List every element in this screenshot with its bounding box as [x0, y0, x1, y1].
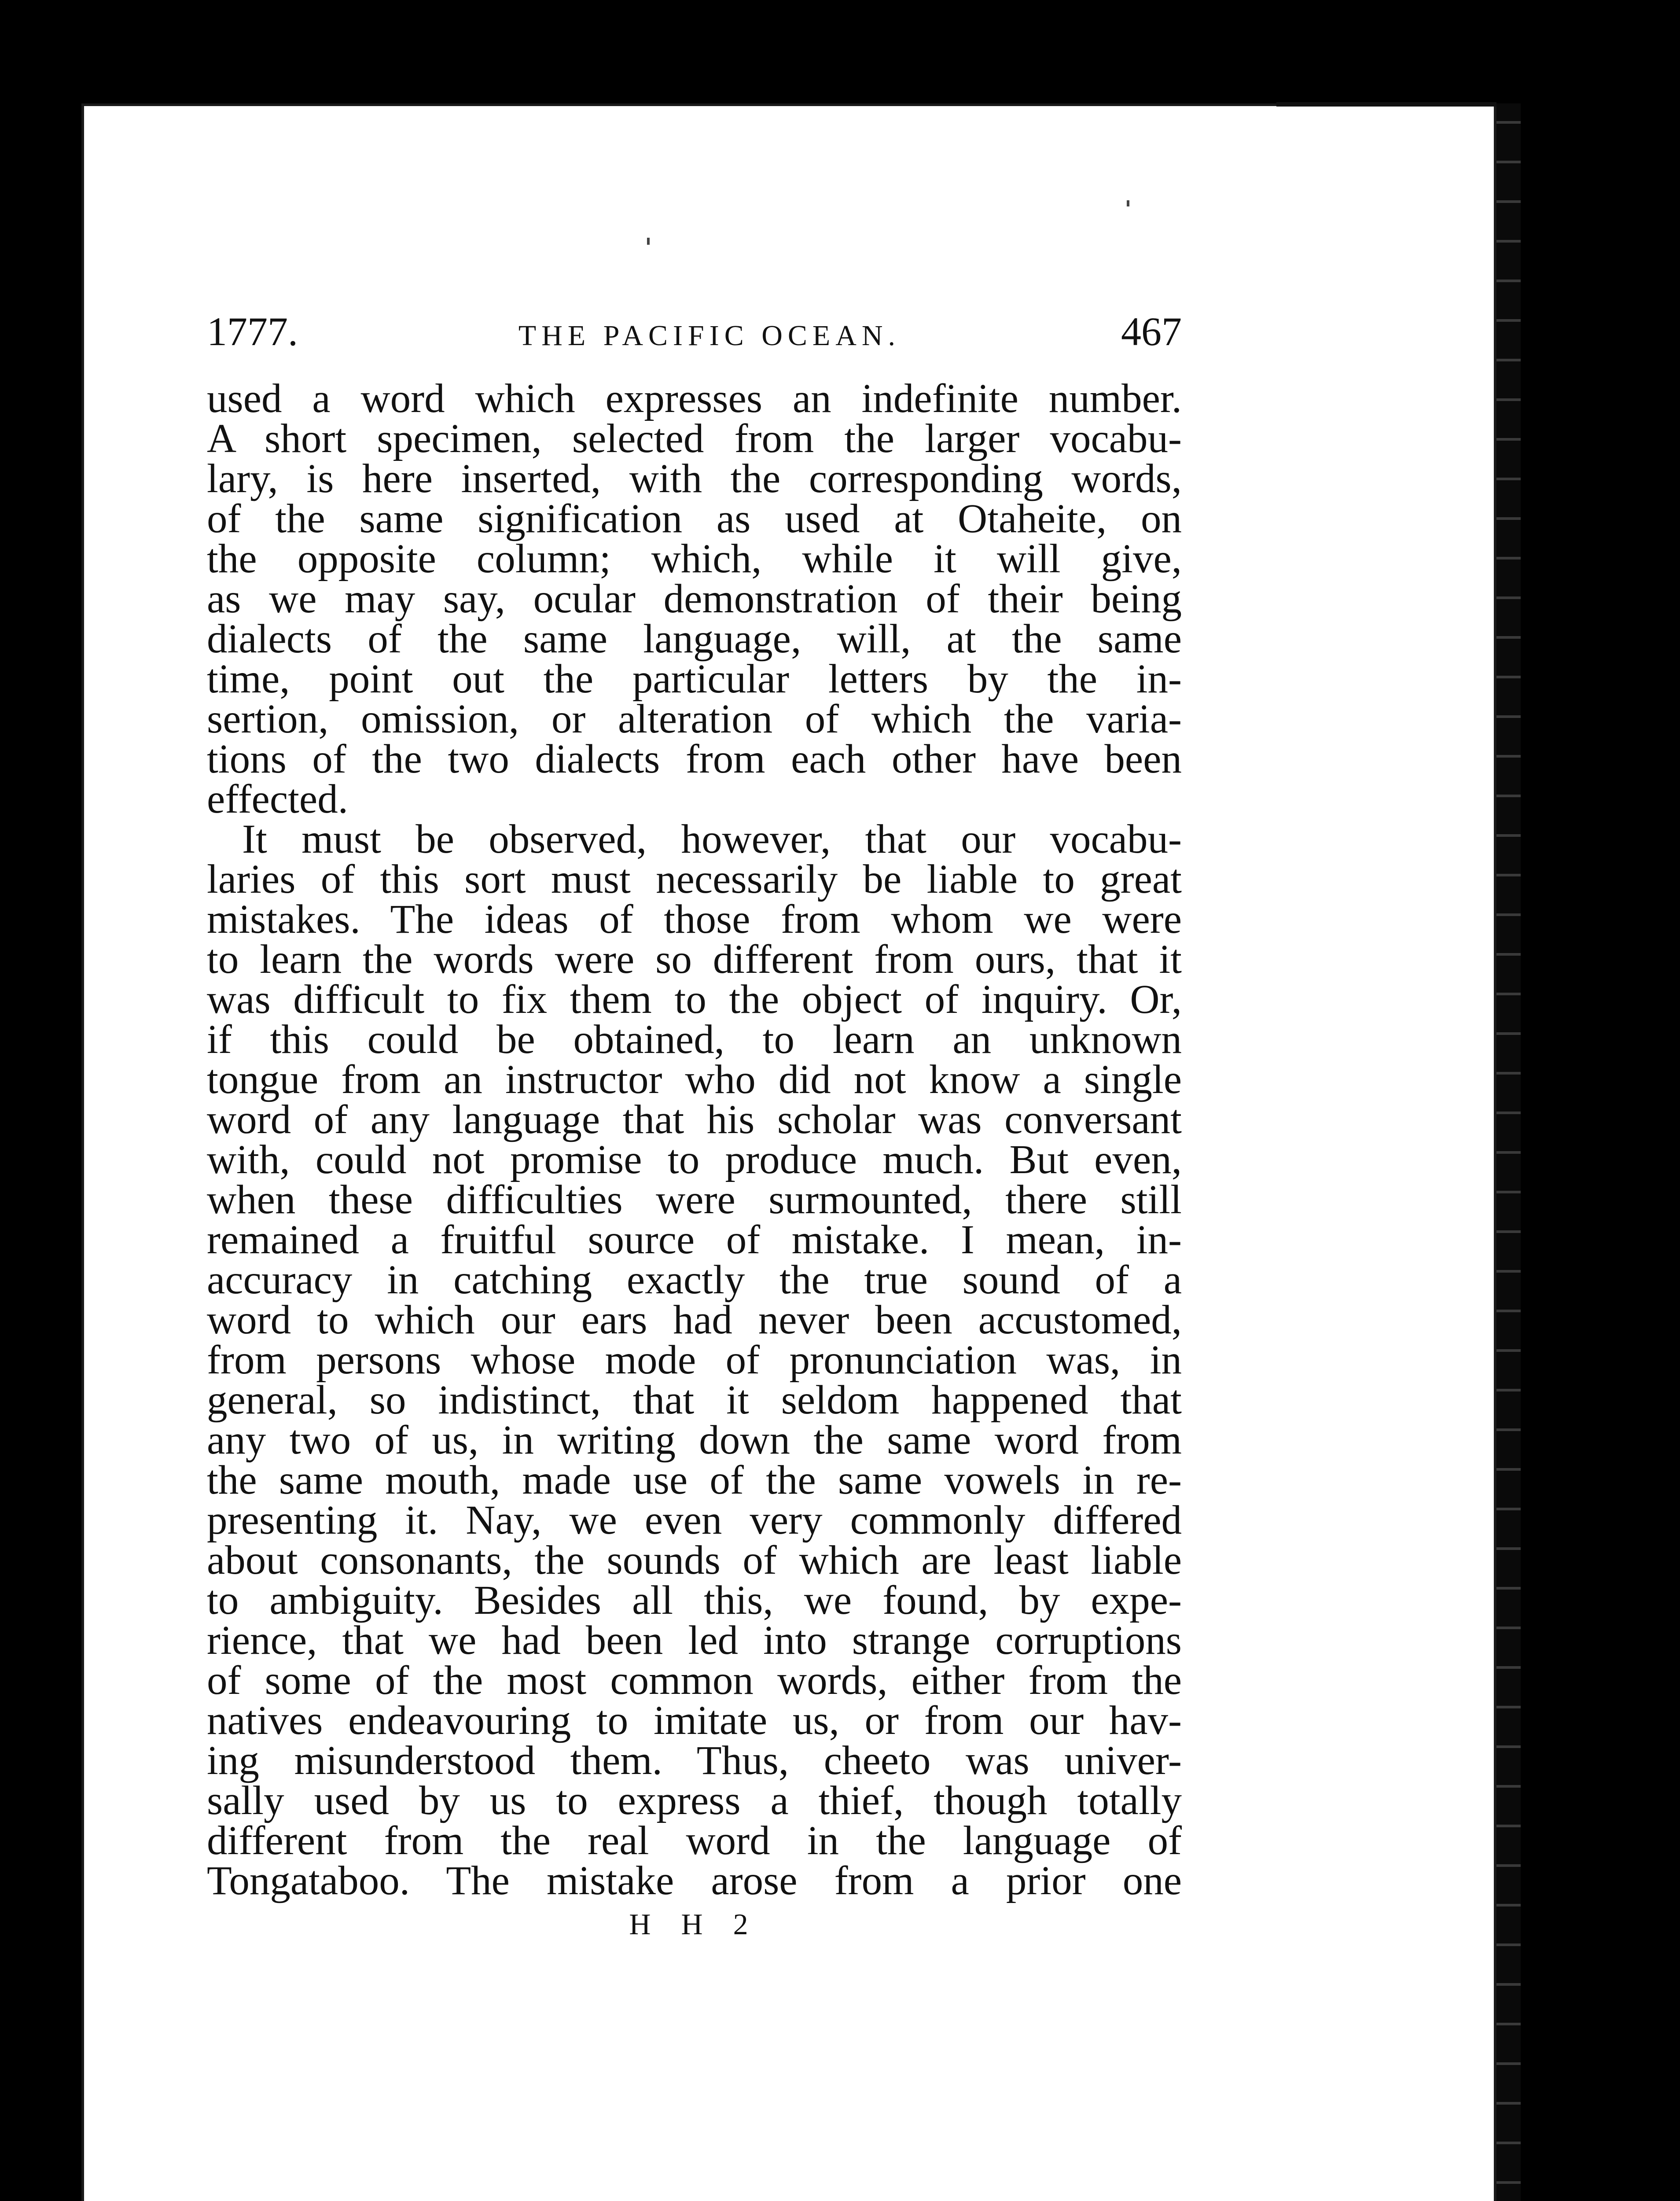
- text-line: different from the real word in the language of: [207, 1818, 1182, 1863]
- text-line: remained a fruitful source of mistake. I mean, in-: [207, 1217, 1182, 1262]
- text-line: of some of the most common words, either from the: [207, 1658, 1182, 1703]
- text-line: with, could not promise to produce much. But even,: [207, 1137, 1182, 1182]
- text-line: sertion, omission, or alteration of which the varia-: [207, 696, 1182, 742]
- text-line: laries of this sort must necessarily be liable to great: [207, 857, 1182, 902]
- text-line: dialects of the same language, will, at the same: [207, 616, 1182, 662]
- signature-mark: H H 2: [629, 1907, 760, 1941]
- text-line: to ambiguity. Besides all this, we found, by expe-: [207, 1578, 1182, 1623]
- page-text: [207, 308, 1182, 1942]
- text-line: was difficult to fix them to the object of inquiry. Or,: [207, 977, 1182, 1022]
- text-line: of the same signification as used at Otaheite, on: [207, 496, 1182, 541]
- running-title: THE PACIFIC OCEAN.: [518, 320, 901, 352]
- text-line: tongue from an instructor who did not know a single: [207, 1057, 1182, 1102]
- text-line: from persons whose mode of pronunciation was, in: [207, 1337, 1182, 1383]
- text-line: the opposite column; which, while it will give,: [207, 536, 1182, 582]
- paragraph-2: [207, 819, 1182, 1901]
- text-line: rience, that we had been led into strange corruptions: [207, 1618, 1182, 1663]
- text-line: word of any language that his scholar was conversant: [207, 1097, 1182, 1142]
- text-line: general, so indistinct, that it seldom happened that: [207, 1377, 1182, 1423]
- text-line: ing misunderstood them. Thus, cheeto was univer-: [207, 1738, 1182, 1783]
- text-line: the same mouth, made use of the same vowels in re-: [207, 1458, 1182, 1503]
- text-line: if this could be obtained, to learn an unknown: [207, 1017, 1182, 1062]
- text-line: A short specimen, selected from the larger vocabu-: [207, 416, 1182, 461]
- top-edge-rule: [1276, 102, 1496, 107]
- text-line: time, point out the particular letters by the in-: [207, 656, 1182, 702]
- text-line: when these difficulties were surmounted, there still: [207, 1177, 1182, 1222]
- text-line: Tongataboo. The mistake arose from a prior one: [207, 1858, 1182, 1903]
- text-line: mistakes. The ideas of those from whom we were: [207, 897, 1182, 942]
- page-edge-shadow: [1496, 103, 1521, 2201]
- text-line: as we may say, ocular demonstration of their being: [207, 576, 1182, 622]
- scan-mark: [647, 238, 650, 245]
- text-line: lary, is here inserted, with the corresponding words,: [207, 456, 1182, 501]
- text-line: tions of the two dialects from each other have been: [207, 736, 1182, 782]
- text-line: accuracy in catching exactly the true sound of a: [207, 1257, 1182, 1303]
- running-header: [207, 308, 1182, 361]
- header-year: 1777.: [207, 309, 298, 354]
- text-line: effected.: [207, 777, 348, 822]
- text-line: It must be observed, however, that our vocabu-: [242, 817, 1182, 862]
- text-line: to learn the words were so different from ours, that it: [207, 937, 1182, 982]
- text-line: natives endeavouring to imitate us, or from our hav-: [207, 1698, 1182, 1743]
- scan-mark: [1127, 200, 1129, 206]
- text-line: word to which our ears had never been accustomed,: [207, 1297, 1182, 1343]
- page-number: 467: [1121, 309, 1182, 354]
- text-line: presenting it. Nay, we even very commonly differed: [207, 1498, 1182, 1543]
- text-line: about consonants, the sounds of which are least liable: [207, 1538, 1182, 1583]
- text-line: used a word which expresses an indefinite number.: [207, 376, 1182, 421]
- text-line: sally used by us to express a thief, though totally: [207, 1778, 1182, 1823]
- text-line: any two of us, in writing down the same word from: [207, 1417, 1182, 1463]
- paragraph-1: [207, 376, 1182, 822]
